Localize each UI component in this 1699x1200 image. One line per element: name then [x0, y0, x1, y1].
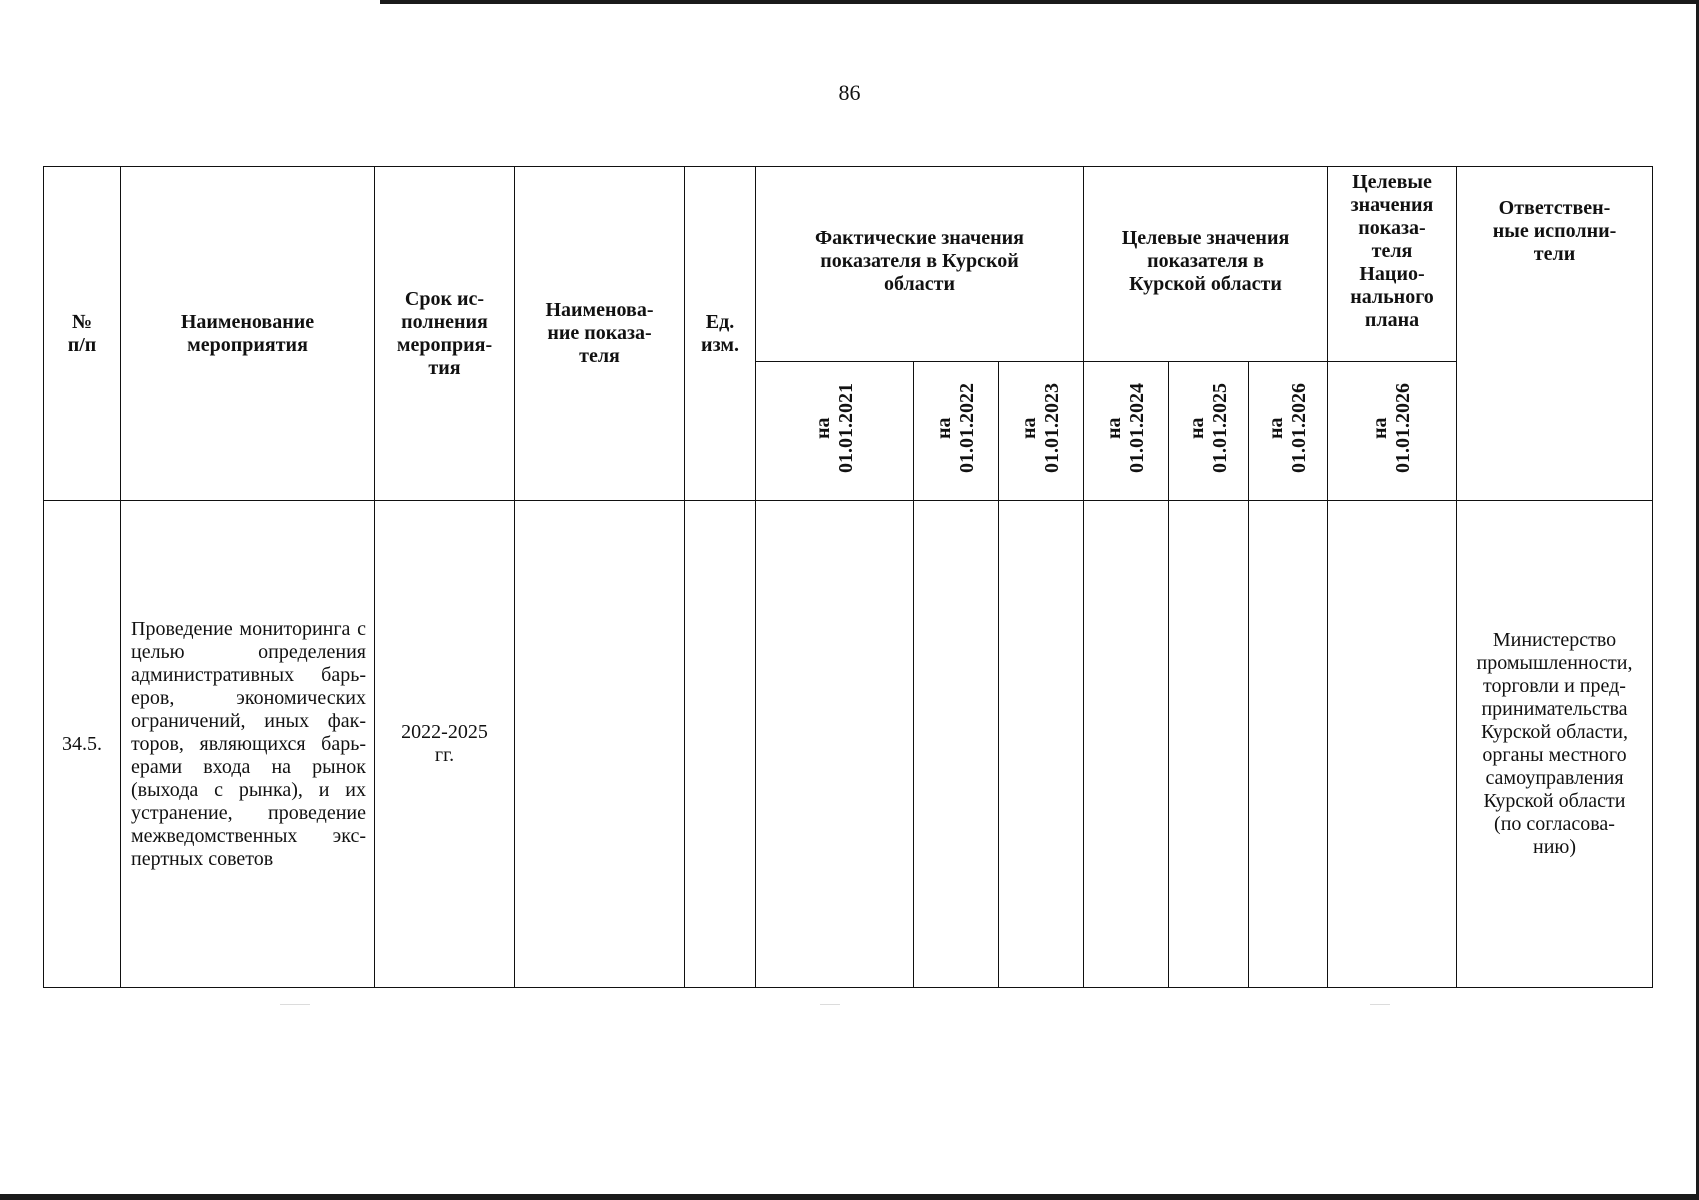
header-date-2025-label: на 01.01.2025 [1185, 383, 1231, 473]
row-term: 2022-2025 гг. [375, 501, 515, 988]
header-date-2026 [1249, 362, 1328, 501]
scan-mark [820, 1004, 840, 1005]
row-value-2026 [1249, 501, 1328, 988]
header-date-2021 [756, 362, 914, 501]
header-measure-name: Наименование мероприятия [121, 167, 375, 501]
header-date-2026-national-label: на 01.01.2026 [1369, 383, 1414, 473]
measures-table [43, 166, 1653, 988]
header-unit: Ед. изм. [685, 167, 756, 501]
row-value-2024 [1084, 501, 1169, 988]
header-date-2023 [999, 362, 1084, 501]
header-num: № п/п [44, 167, 121, 501]
header-date-2025 [1169, 362, 1249, 501]
header-responsible: Ответствен- ные исполни- тели [1457, 167, 1653, 501]
row-unit [685, 501, 756, 988]
header-date-2026-label: на 01.01.2026 [1265, 383, 1310, 473]
row-indicator-name [515, 501, 685, 988]
scan-mark [280, 1004, 310, 1005]
page-number: 86 [838, 80, 861, 105]
table-row [44, 501, 1653, 988]
header-target-values: Целевые значения показателя в Курской области [1084, 167, 1328, 362]
header-date-2023-label: на 01.01.2023 [1018, 383, 1063, 473]
header-date-2021-label: на 01.01.2021 [811, 383, 857, 473]
header-date-2026-national [1328, 362, 1457, 501]
scan-edge-bottom [0, 1194, 1699, 1200]
row-value-2021 [756, 501, 914, 988]
header-date-2024-label: на 01.01.2024 [1103, 383, 1148, 473]
row-value-national-2026 [1328, 501, 1457, 988]
header-term: Срок ис- полнения мероприя- тия [375, 167, 515, 501]
scan-edge-top [380, 0, 1699, 4]
header-row-1 [44, 167, 1653, 362]
header-date-2022-label: на 01.01.2022 [933, 383, 978, 473]
header-date-2024 [1084, 362, 1169, 501]
scan-mark [1370, 1004, 1390, 1005]
row-measure-name: Проведение мониторинга с целью определения административных барь-еров, экономических ограничений, иных фак-торов, являющихся барь-ерами входа на рынок (выхода с рынка), и их устранение, проведение межведомственных экс-пертных советов [121, 501, 375, 988]
header-indicator-name: Наименова- ние показа- теля [515, 167, 685, 501]
row-num: 34.5. [44, 501, 121, 988]
row-value-2023 [999, 501, 1084, 988]
header-actual-values: Фактические значения показателя в Курской области [756, 167, 1084, 362]
header-date-2022 [914, 362, 999, 501]
row-responsible: Министерство промышленности, торговли и пред- принимательства Курской области, органы местного самоуправления Курской области (по согласова- нию) [1457, 501, 1653, 988]
header-national-plan-values: Целевые значения показа- теля Нацио- нального плана [1328, 167, 1457, 362]
row-value-2022 [914, 501, 999, 988]
row-value-2025 [1169, 501, 1249, 988]
